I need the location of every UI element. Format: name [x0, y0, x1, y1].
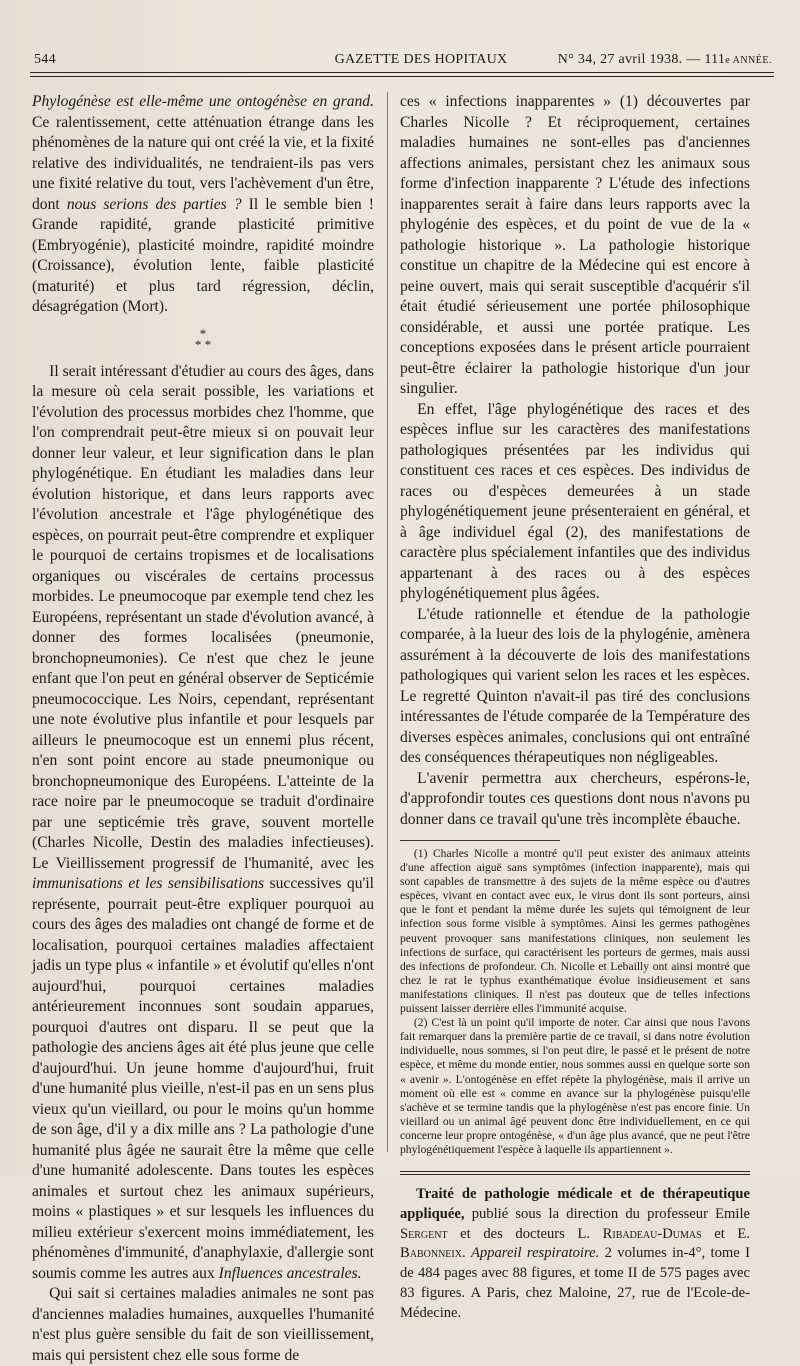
footnotes: [400, 847, 750, 1157]
paragraph: Il serait intéressant d'étudier au cours des âges, dans la mesure où cela serait possible, les variations et l'évolution des processus morbides chez l'homme, que l'on comprendrait peut-être mieux si on pouvait leur donner leur valeur, et leur signification dans le plan phylogénétique. En étudiant les maladies dans leur évolution historique, et dans leurs rapports avec l'évolution ancestrale et l'âge phylogénétique des espèces, on pourrait peut-être comprendre et expliquer le pourquoi de certains tropismes et de localisations organiques ou viscérales de certains processus morbides. Le pneumocoque par exemple tend chez les Européens, représentant un stade d'évolution avancé, à donner des formes localisées (pneumonie, bronchopneumonies). Ce n'est que chez le jeune enfant que l'on peut en général observer de Septicémie pneumococcique. Les Noirs, cependant, représentant une note évolutive plus infantile et pour lesquels par ailleurs le pneumocoque est un ennemi plus récent, n'en sont point encore au stade pneumonique ou bronchopneumonique des Européens. L'atteinte de la race noire par le pneumocoque se traduit d'ordinaire par une septicémie très grave, souvent mortelle (Charles Nicolle, Destin des maladies infectieuses). Le Vieillissement progressif de l'humanité, avec les immunisations et les sensibilisations successives qu'il représente, pourrait peut-être expliquer pourquoi au cours des âges des maladies ont changé de forme et de localisation, pourquoi certaines maladies affectaient jadis un type plus « infantile » et évolutif qu'elles n'ont aujourd'hui, pourquoi certaines maladies antérieurement inconnues sont soudain apparues, pourquoi d'autres ont disparu. Il se peut que la pathologie des anciens âges ait été plus jeune que celle d'aujourd'hui. Un jeune homme d'aujourd'hui, fruit d'une humanité plus vieille, n'est-il pas en un sens plus vieux qu'un vieillard, ou pour le moins qu'un homme de son âge, d'il y a dix mille ans ? La pathologie d'une humanité plus âgée ne saurait être la même que celle d'une humanité adolescente. Dans toutes les espèces animales et surtout chez les animaux supérieurs, moins « plastiques » et sur lesquels les influences du milieu extérieur s'exercent moins immédiatement, les phénomènes d'immunité, d'anaphylaxie, d'allergie sont soumis comme les autres aux Influences ancestrales.: [32, 362, 374, 1282]
header-rule: [30, 72, 774, 77]
paragraph: Qui sait si certaines maladies animales ne sont pas d'anciennes maladies humaines, auxquelles l'humanité n'est plus guère sensible du fait de son vieillissement, mais qui persistent chez elle sous forme de: [32, 1285, 374, 1364]
announcement-rule: [400, 1171, 750, 1175]
section-separator: * * *: [194, 325, 212, 352]
book-announcement: Traité de pathologie médicale et de thérapeutique appliquée, publié sous la direction du professeur Emile Sergent et des docteurs L. Ribadeau-Dumas et E. Babonneix. Appareil respiratoire. 2 volumes in-4°, tome I de 484 pages avec 88 figures, et tome II de 575 pages avec 83 figures. A Paris, chez Maloine, 27, rue de l'Ecole-de-Médecine.: [400, 1186, 750, 1321]
paragraph: Phylogénèse est elle-même une ontogénèse en grand. Ce ralentissement, cette atténuation étrange dans les phénomènes de la nature qui ont créé la vie, et la fixité relative des individualités, ne tendraient-ils pas vers une fixité relative du tout, vers l'achèvement d'un être, dont nous serions des parties ? Il le semble bien ! Grande rapidité, grande plasticité primitive (Embryogénie), plasticité moindre, rapidité moindre (Croissance), évolution lente, faible plasticité (maturité) et plus tard régression, déclin, désagrégation (Mort).: [32, 93, 374, 315]
paragraph: En effet, l'âge phylogénétique des races et des espèces influe sur les caractères des manifestations pathologiques présentées par les individus qui constituent ces races et ces espèces. Des individus de races ou d'espèces demeurées à un stade phylogénétiquement jeune présenteraient en général, et à âge individuel égal (2), des manifestations de caractère plus spécialement infantiles que des individus appartenant à des races ou à des espèces phylogénétiquement plus âgées.: [400, 400, 750, 602]
footnote-rule: [400, 840, 560, 841]
column-divider: [387, 92, 388, 1152]
page-number: 544: [34, 52, 56, 67]
paragraph: L'avenir permettra aux chercheurs, espérons-le, d'approfondir toutes ces questions dont nous n'avons pu donner dans ce travail qu'une très incomplète ébauche.: [400, 769, 750, 828]
footnote-2: (2) C'est là un point qu'il importe de noter. Car ainsi que nous l'avons fait remarquer dans la première partie de ce travail, si dans notre évolution individuelle, nous sommes, si l'on peut dire, le passé et le présent de notre espèce, et même du monde entier, nous sommes aussi en quelque sorte son « avenir ». L'ontogénèse en effet répète la phylogénèse, mais il arrive un moment où elle est « comme en avance sur la phylogénèse puisqu'elle s'achève et se termine tandis que la phylogénèse n'est pas encore finie. Un vieillard ou un animal âgé peuvent donc être individuellement, en ce qui concerne leur propre ontogénèse, « d'un âge plus avancé, que ne peut l'être phylogénétiquement l'espèce à laquelle ils appartiennent ».: [400, 1016, 750, 1156]
paragraph: L'étude rationnelle et étendue de la pathologie comparée, à la lueur des lois de la phylogénie, amènera assurément à la découverte de lois des manifestations pathologiques qui varient selon les races et les espèces. Le regretté Quinton n'avait-il pas tiré des conclusions intéressantes de l'étude comparée de la Température des diverses espèces animales, conclusions qui ont entraîné des conséquences thérapeutiques non négligeables.: [400, 605, 750, 766]
right-column: [400, 92, 750, 1324]
journal-title: GAZETTE DES HOPITAUX: [334, 52, 508, 67]
paragraph: ces « infections inapparentes » (1) découvertes par Charles Nicolle ? Et réciproquement, certaines maladies humaines ne sont-elles pas d'anciennes affections animales, persistant chez les animaux sous forme d'infection inapparente ? L'étude des infections inapparentes serait à faire dans leurs rapports avec la phylogénie des espèces, et du point de vue de la « pathologie historique ». La pathologie historique constitue un chapitre de la Médecine qui est encore à peine ouvert, mais qui serait susceptible d'acquérir s'il était étudié sérieusement une portée philosophique considérable, et aussi une portée pratique. Les conceptions exposées dans le présent article pourraient peut-être éclairer la pathologie historique d'un jour singulier.: [400, 93, 750, 397]
running-header: [30, 52, 772, 74]
left-column: [32, 92, 374, 1366]
issue-info: N° 34, 27 avril 1938. — 111e ANNÉE.: [557, 52, 772, 67]
footnote-1: (1) Charles Nicolle a montré qu'il peut exister des animaux atteints d'une affection aiguë sans symptômes (infection inapparente), mais qui sont capables de transmettre à des sujets de la même espèce ou d'autres espèces, vivant en contact avec eux, le virus dont ils sont porteurs, ainsi que le font et pendant la même durée les sujets qui témoignent de leur infection sous forme visible à symptômes. Ainsi les germes pathogènes peuvent provoquer sans manifestations cliniques, non seulement les infections de surface, qui caractérisent les porteurs de germes, mais aussi des infections de profondeur. Ch. Nicolle et Lebailly ont ainsi montré que chez le rat le typhus exanthématique évolue insidieusement et sans manifestations cliniques. Il n'est pas douteux que de telles infections puissent laisser derrière elles l'immunité acquise.: [400, 847, 750, 1016]
